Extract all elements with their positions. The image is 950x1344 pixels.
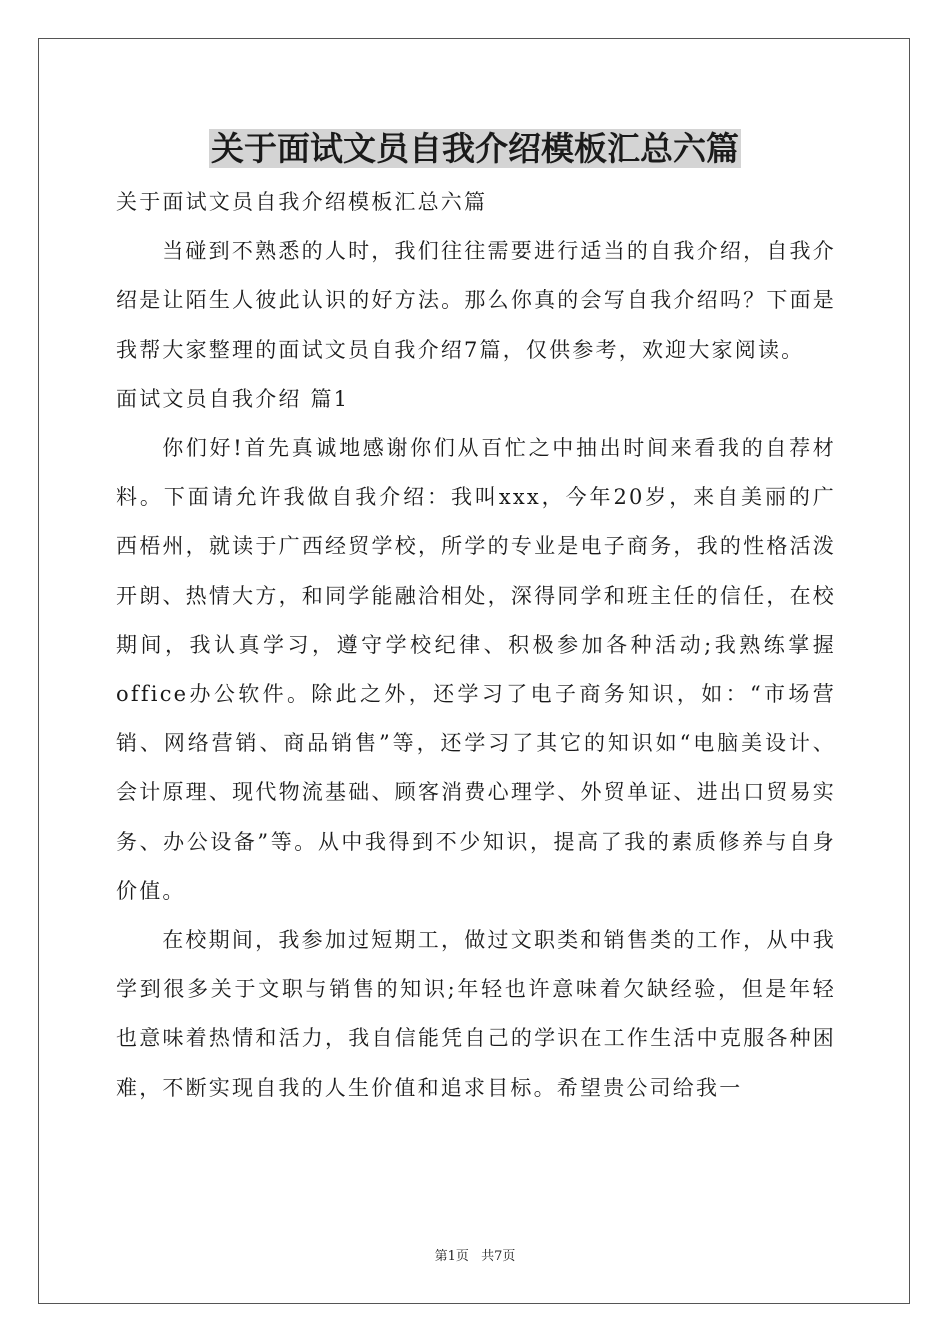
document-title <box>0 126 950 172</box>
body-paragraph: 在校期间，我参加过短期工，做过文职类和销售类的工作，从中我学到很多关于文职与销售的知识;年轻也许意味着欠缺经验，但是年轻也意味着热情和活力，我自信能凭自己的学识在工作生活中克服各种困难，不断实现自我的人生价值和追求目标。希望贵公司给我一 <box>116 928 836 1100</box>
document-title-text: 关于面试文员自我介绍模板汇总六篇 <box>211 129 739 168</box>
page-number: 第1页 <box>434 1249 469 1264</box>
section-heading: 面试文员自我介绍 篇1 <box>116 386 350 411</box>
subtitle-line: 关于面试文员自我介绍模板汇总六篇 <box>116 190 488 214</box>
intro-paragraph: 当碰到不熟悉的人时，我们往往需要进行适当的自我介绍，自我介绍是让陌生人彼此认识的好方法。那么你真的会写自我介绍吗？下面是我帮大家整理的面试文员自我介绍7篇，仅供参考，欢迎大家阅读。 <box>116 239 836 362</box>
page-total: 共7页 <box>481 1249 516 1264</box>
body-paragraph: 你们好!首先真诚地感谢你们从百忙之中抽出时间来看我的自荐材料。下面请允许我做自我介绍：我叫xxx，今年20岁，来自美丽的广西梧州，就读于广西经贸学校，所学的专业是电子商务，我的性格活泼开朗、热情大方，和同学能融洽相处，深得同学和班主任的信任，在校期间，我认真学习，遵守学校纪律、积极参加各种活动;我熟练掌握office办公软件。除此之外，还学习了电子商务知识，如：“市场营销、网络营销、商品销售”等，还学习了其它的知识如“电脑美设计、会计原理、现代物流基础、顾客消费心理学、外贸单证、进出口贸易实务、办公设备”等。从中我得到不少知识，提高了我的素质修养与自身价值。 <box>116 436 836 903</box>
page-footer <box>0 1248 950 1266</box>
document-body <box>116 178 836 1113</box>
